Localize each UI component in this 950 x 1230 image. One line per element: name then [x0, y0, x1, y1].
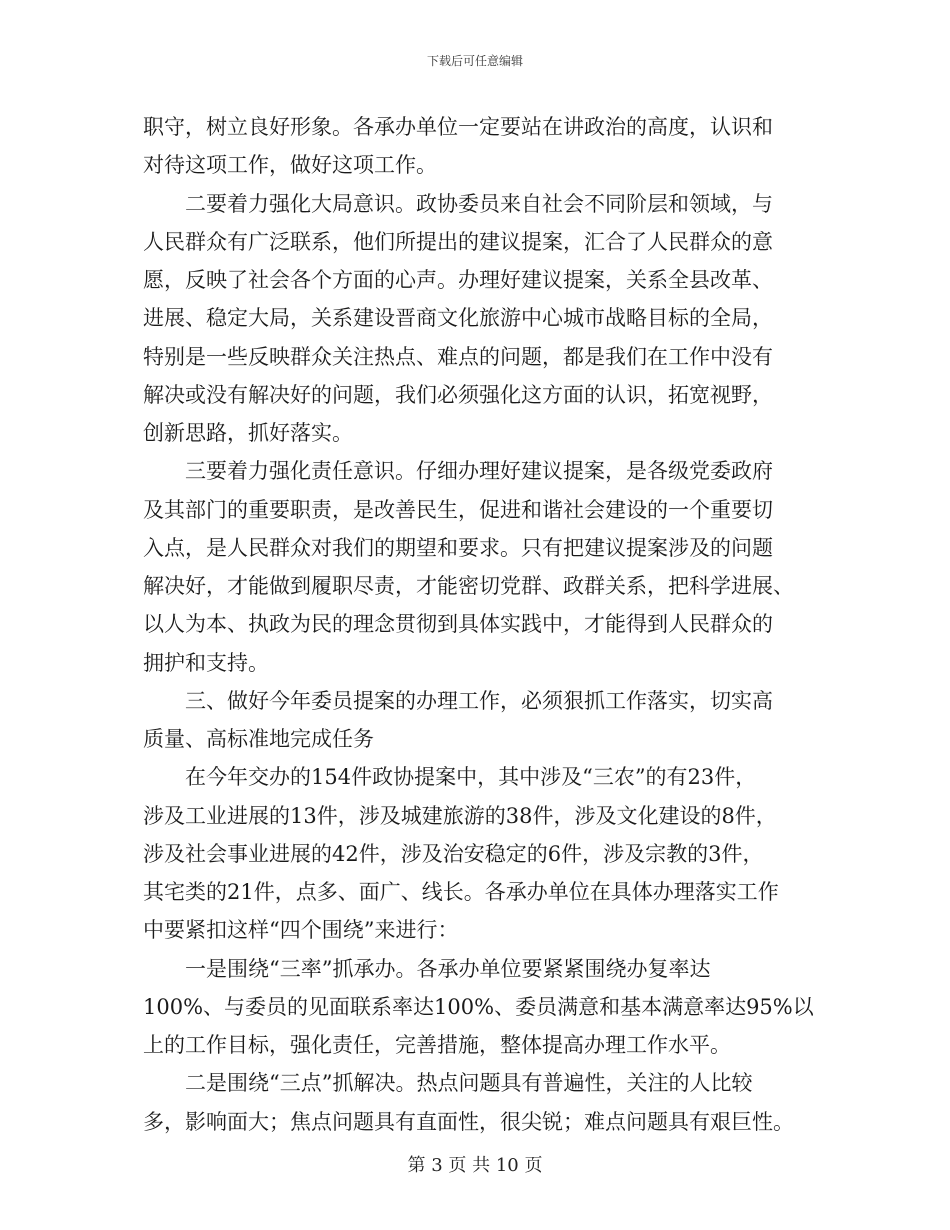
body-text: [143, 108, 815, 1141]
text-line: 二是围绕“三点”抓解决。热点问题具有普遍性，关注的人比较: [143, 1071, 753, 1096]
text-line: 100%、与委员的见面联系率达100%、委员满意和基本满意率达95%以: [143, 994, 814, 1019]
text-line: 职守，树立良好形象。各承办单位一定要站在讲政治的高度，认识和: [143, 115, 773, 139]
page-number: 第 3 页 共 10 页: [407, 1155, 543, 1176]
text-line: 创新思路，抓好落实。: [143, 421, 353, 445]
text-line: 其宅类的21件，点多、面广、线长。各承办单位在具体办理落实工作: [143, 880, 779, 904]
text-line: 中要紧扣这样“四个围绕”来进行：: [143, 918, 459, 943]
text-line: 质量、高标准地完成任务: [143, 727, 374, 751]
text-line: 进展、稳定大局，关系建设晋商文化旅游中心城市战略目标的全局，: [143, 306, 773, 331]
text-line: 一是围绕“三率”抓承办。各承办单位要紧紧围绕办复率达: [143, 956, 711, 981]
text-line: 三、做好今年委员提案的办理工作，必须狠抓工作落实，切实高: [143, 688, 773, 713]
text-line: 对待这项工作，做好这项工作。: [143, 153, 437, 178]
text-line: 解决或没有解决好的问题，我们必须强化这方面的认识，拓宽视野，: [143, 382, 773, 407]
text-line: 特别是一些反映群众关注热点、难点的问题，都是我们在工作中没有: [143, 344, 773, 369]
text-line: 涉及工业进展的13件，涉及城建旅游的38件，涉及文化建设的8件，: [143, 803, 777, 828]
text-line: 三要着力强化责任意识。仔细办理好建议提案，是各级党委政府: [143, 459, 773, 484]
text-line: 人民群众有广泛联系，他们所提出的建议提案，汇合了人民群众的意: [143, 229, 773, 254]
text-line: 及其部门的重要职责，是改善民生，促进和谐社会建设的一个重要切: [143, 497, 773, 522]
text-line: 在今年交办的154件政协提案中，其中涉及“三农”的有23件，: [143, 765, 757, 790]
text-line: 多，影响面大；焦点问题具有直面性，很尖锐；难点问题具有艰巨性。: [143, 1109, 794, 1134]
text-line: 拥护和支持。: [143, 650, 269, 675]
text-line: 上的工作目标，强化责任，完善措施，整体提高办理工作水平。: [143, 1033, 731, 1057]
text-line: 入点，是人民群众对我们的期望和要求。只有把建议提案涉及的问题: [143, 535, 773, 560]
text-line: 以人为本、执政为民的理念贯彻到具体实践中，才能得到人民群众的: [143, 612, 773, 637]
text-line: 涉及社会事业进展的42件，涉及治安稳定的6件，涉及宗教的3件，: [143, 841, 764, 866]
text-line: 愿，反映了社会各个方面的心声。办理好建议提案，关系全县改革、: [143, 268, 773, 292]
text-line: 解决好，才能做到履职尽责，才能密切党群、政群关系，把科学进展、: [143, 574, 794, 598]
page-header: 下载后可任意编辑: [426, 54, 523, 68]
text-line: 二要着力强化大局意识。政协委员来自社会不同阶层和领域，与: [143, 191, 773, 216]
